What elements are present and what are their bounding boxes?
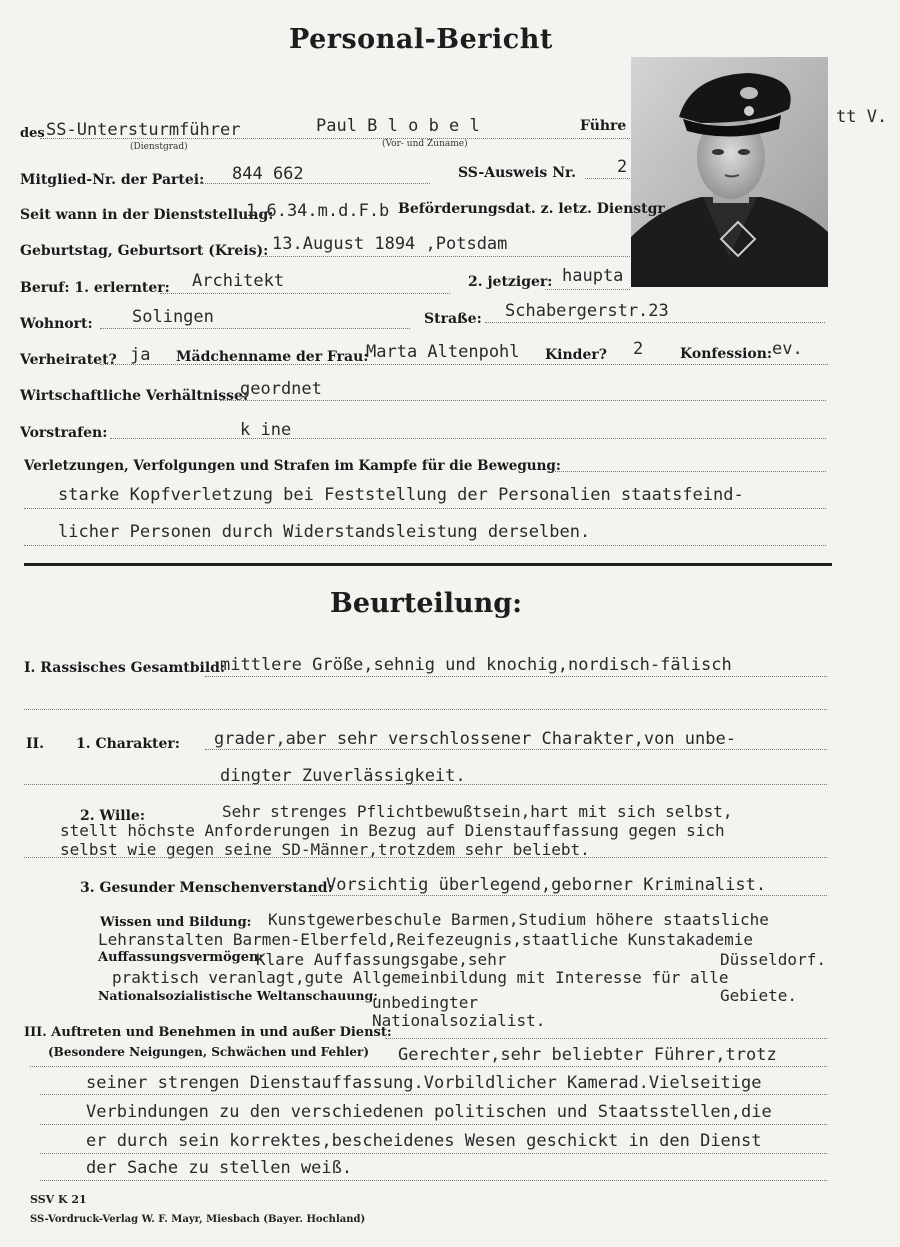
auffassung-line1: Klare Auffassungsgabe,sehr (256, 950, 507, 969)
ausweis-label: SS-Ausweis Nr. (458, 165, 576, 181)
dienststellung-label: Seit wann in der Dienststellung: (20, 207, 274, 223)
auffassung-label: Auffassungsvermögen: (98, 950, 264, 965)
wohnort-label: Wohnort: (20, 316, 93, 332)
auftreten-label: III. Auftreten und Benehmen in und außer Dienst: (24, 1025, 392, 1040)
auftreten-dots-2 (40, 1094, 827, 1095)
ns-line2: Nationalsozialist. (372, 1011, 546, 1030)
publisher-line: SS-Vordruck-Verlag W. F. Mayr, Miesbach (Bayer. Hochland) (30, 1214, 366, 1225)
konfession-value: ev. (772, 339, 803, 359)
portrait-photo (631, 57, 828, 287)
auftreten-line5: der Sache zu stellen weiß. (86, 1158, 353, 1178)
auftreten-dots-4 (40, 1153, 827, 1154)
wissen-label: Wissen und Bildung: (100, 915, 252, 930)
wirtschaft-line (220, 400, 826, 401)
dienststellung-value: 1.6.34.m.d.F.b (246, 201, 390, 221)
mitglied-line (200, 183, 430, 184)
verstand-value: Vorsichtig überlegend,geborner Kriminalist. (326, 875, 767, 895)
wille-line3: selbst wie gegen seine SD-Männer,trotzdem sehr beliebt. (60, 840, 590, 859)
ns-line1: unbedingter (372, 993, 478, 1012)
wirtschaft-value: geordnet (240, 379, 322, 399)
charakter-label: 1. Charakter: (76, 736, 180, 752)
maedchenname-label: Mädchenname der Frau: (176, 349, 369, 365)
verletzungen-line2: licher Personen durch Widerstandsleistung derselben. (58, 522, 591, 542)
verletzungen-dots-2 (24, 545, 826, 546)
rank-line (40, 138, 630, 139)
charakter-line1: grader,aber sehr verschlossener Charakter,von unbe- (214, 729, 736, 749)
geburt-value: 13.August 1894 ,Potsdam (272, 234, 508, 254)
rassisch-line (205, 676, 827, 677)
rassisch-value: mittlere Größe,sehnig und knochig,nordisch-fälisch (220, 655, 732, 675)
rank-value: SS-Untersturmführer (46, 120, 241, 140)
beurteilung-title: Beurteilung: (330, 588, 523, 619)
portrait-photo-icon (631, 57, 828, 287)
wissen-line1: Kunstgewerbeschule Barmen,Studium höhere staatsliche (268, 910, 769, 929)
vorstrafen-line (110, 438, 826, 439)
form-code: SSV K 21 (30, 1193, 87, 1206)
auftreten-dots-1 (30, 1066, 827, 1067)
jetziger-label: 2. jetziger: (468, 274, 553, 290)
jetziger-value: haupta (562, 266, 624, 286)
wissen-line2: Lehranstalten Barmen-Elberfeld,Reifezeugnis,staatliche Kunstakademie (98, 930, 754, 949)
beruf-value: Architekt (192, 271, 285, 291)
strasse-label: Straße: (424, 311, 482, 327)
page-title: Personal-Bericht (289, 24, 553, 55)
fuehrer-label: Führe (580, 118, 627, 134)
beruf-label: Beruf: 1. erlernter: (20, 280, 170, 296)
vorstrafen-value: k ine (240, 420, 292, 440)
verstand-dots (310, 895, 827, 896)
rassisch-line-2 (24, 709, 827, 710)
verletzungen-line-0 (548, 471, 826, 472)
auftreten-line1: Gerechter,sehr beliebter Führer,trotz (398, 1045, 777, 1065)
verletzungen-dots-1 (24, 508, 826, 509)
verletzungen-label: Verletzungen, Verfolgungen und Strafen im Kampfe für die Bewegung: (24, 458, 561, 474)
auftreten-dots-5 (40, 1180, 827, 1181)
ausweis-line (585, 178, 630, 179)
wirtschaft-label: Wirtschaftliche Verhältnisse: (20, 388, 249, 404)
konfession-label: Konfession: (680, 346, 773, 362)
wille-line1: Sehr strenges Pflichtbewußtsein,hart mit sich selbst, (222, 802, 733, 821)
auftreten-line3: Verbindungen zu den verschiedenen politischen und Staatsstellen,die (86, 1102, 772, 1122)
strasse-line (485, 322, 825, 323)
befoerderung-label: Beförderungsdat. z. letz. Dienstgr (398, 201, 665, 217)
maedchenname-value: Marta Altenpohl (366, 342, 520, 362)
auftreten-dots-0 (385, 1038, 827, 1039)
vorstrafen-label: Vorstrafen: (20, 425, 108, 441)
verletzungen-line1: starke Kopfverletzung bei Feststellung der Personalien staatsfeind- (58, 485, 744, 505)
verheiratet-label: Verheiratet? (20, 352, 117, 368)
rank-caption: (Dienstgrad) (130, 142, 188, 152)
jetziger-line (545, 289, 630, 290)
charakter-dots-2 (24, 784, 827, 785)
geburt-line (258, 256, 630, 257)
wille-dots (24, 857, 827, 858)
duesseldorf-value: Düsseldorf. (720, 950, 826, 969)
rassisch-label: I. Rassisches Gesamtbild: (24, 660, 226, 676)
auftreten-dots-3 (40, 1124, 827, 1125)
verheiratet-value: ja (130, 345, 151, 365)
geburt-label: Geburtstag, Geburtsort (Kreis): (20, 243, 269, 259)
auftreten-line2: seiner strengen Dienstauffassung.Vorbildlicher Kamerad.Vielseitige (86, 1073, 762, 1093)
kinder-label: Kinder? (545, 347, 607, 363)
strasse-value: Schabergerstr.23 (505, 301, 669, 321)
mitglied-label: Mitglied-Nr. der Partei: (20, 172, 205, 188)
charakter-dots-1 (205, 749, 827, 750)
wohnort-value: Solingen (132, 307, 214, 327)
ns-label: Nationalsozialistische Weltanschauung: (98, 988, 378, 1003)
kinder-value: 2 (633, 339, 644, 359)
auftreten-sub: (Besondere Neigungen, Schwächen und Fehler) (48, 1045, 370, 1059)
ausweis-value: 2 (617, 157, 628, 177)
wille-label: 2. Wille: (80, 808, 145, 824)
wohnort-line (100, 328, 410, 329)
auftreten-line4: er durch sein korrektes,bescheidenes Wesen geschickt in den Dienst (86, 1131, 762, 1151)
section-divider (24, 563, 832, 566)
charakter-line2: dingter Zuverlässigkeit. (220, 766, 466, 786)
right-partial: tt V. (836, 107, 888, 127)
verheiratet-line (100, 364, 828, 365)
auffassung-line2: praktisch veranlagt,gute Allgemeinbildung mit Interesse für alle (112, 968, 729, 987)
gebiete-value: Gebiete. (720, 986, 798, 1005)
name-value: Paul B l o b e l (316, 116, 480, 136)
verstand-label: 3. Gesunder Menschenverstand: (80, 880, 333, 896)
wille-line2: stellt höchste Anforderungen in Bezug auf Dienstauffassung gegen sich (60, 821, 725, 840)
mitglied-value: 844 662 (232, 164, 304, 184)
beruf-line (160, 293, 450, 294)
name-caption: (Vor- und Zuname) (382, 139, 468, 149)
des-label: des (20, 126, 45, 141)
section2-num: II. (26, 736, 44, 752)
